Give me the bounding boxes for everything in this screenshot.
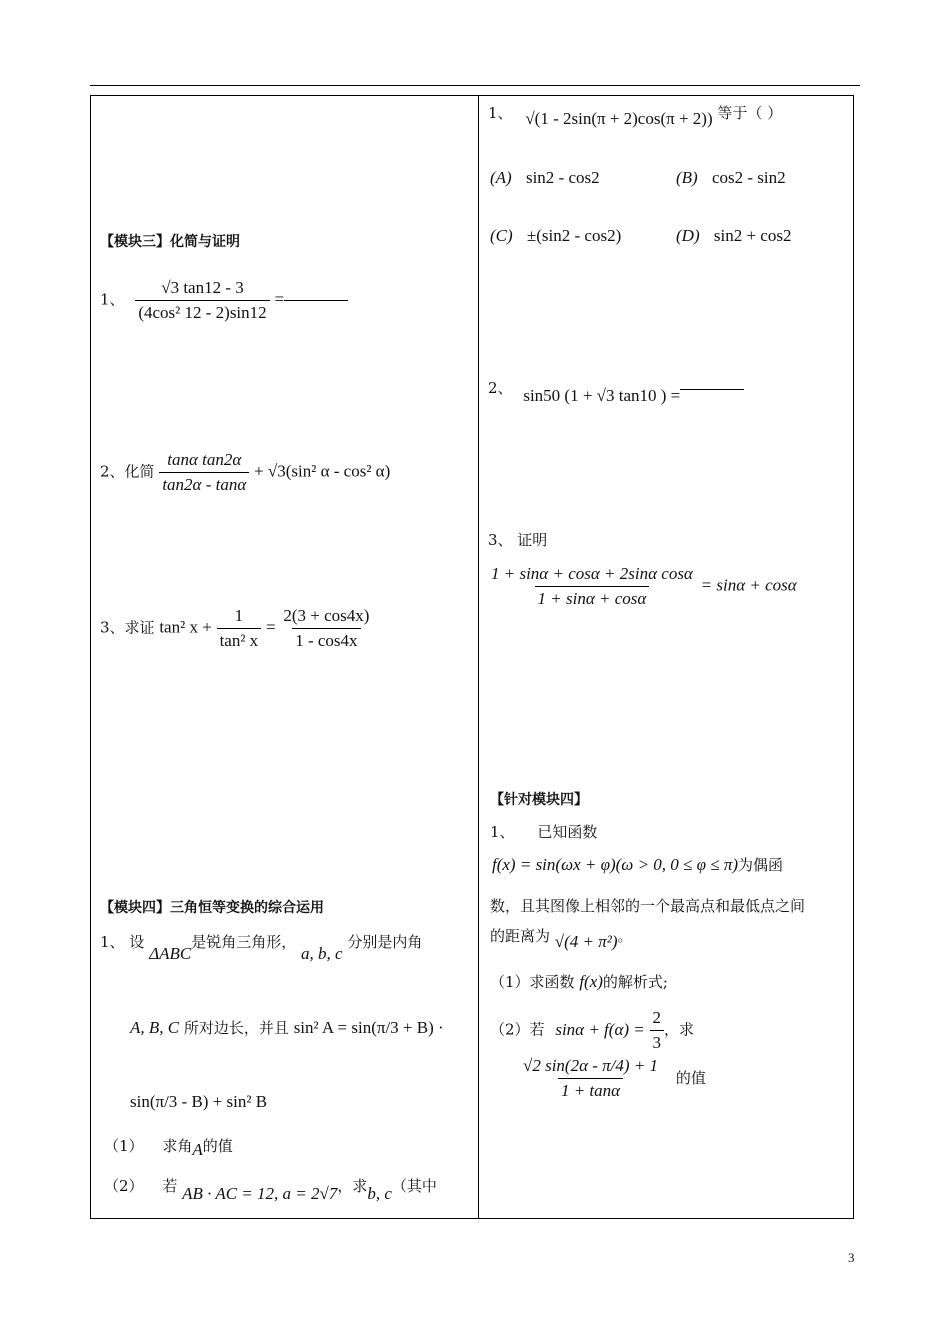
final-tail: 的值 bbox=[675, 1068, 706, 1087]
q1-denominator: (4cos² 12 - 2)sin12 bbox=[135, 300, 269, 323]
mod4-sub2-tail: ，求 bbox=[664, 1020, 695, 1039]
final-denominator: 1 + tanα bbox=[558, 1078, 623, 1101]
module3-q3 bbox=[100, 606, 372, 651]
q3-fraction-2 bbox=[280, 606, 372, 651]
module3-q1 bbox=[100, 278, 348, 323]
sub2-mid: ，求 bbox=[337, 1177, 368, 1195]
answer-blank bbox=[680, 389, 744, 390]
angles-abc: A, B, C bbox=[130, 1018, 180, 1037]
mod4-sub2-fraction bbox=[650, 1008, 665, 1053]
sub1-label: （1） bbox=[104, 1137, 144, 1155]
final-fraction bbox=[520, 1056, 661, 1101]
q3-proof-den: 1 + sinα + cosα bbox=[535, 586, 650, 609]
mod4-q1-line3-text: 的距离为 bbox=[490, 927, 551, 945]
angle-a: A bbox=[192, 1140, 203, 1159]
mod4-sub2-expression: sinα + f(α) = bbox=[555, 1019, 645, 1039]
option-a: sin2 - cos2 bbox=[525, 168, 600, 187]
column-divider bbox=[478, 95, 479, 1219]
option-c-label: (C) bbox=[490, 226, 513, 245]
q3-frac1-den: tan² x bbox=[217, 628, 262, 651]
module4-q1-line1 bbox=[100, 932, 423, 963]
q3-proof-num: 1 + sinα + cosα + 2sinα cosα bbox=[491, 564, 693, 583]
mod4-q1-line3 bbox=[490, 926, 633, 951]
q1-label: 1、 bbox=[100, 290, 125, 309]
sub2-label: （2） bbox=[104, 1177, 144, 1195]
right-q3-label: 3、 证明 bbox=[488, 531, 548, 549]
module4-q1-line2 bbox=[130, 1018, 444, 1038]
mod4-q1-func-tail: 为偶函 bbox=[738, 856, 784, 874]
sub1-text: 求角 bbox=[162, 1137, 193, 1155]
q3-label: 3、求证 bbox=[100, 618, 155, 637]
table-frame bbox=[90, 95, 854, 1219]
function-definition: f(x) = sin(ωx + φ)(ω > 0, 0 ≤ φ ≤ π) bbox=[492, 855, 739, 874]
mod4-sub1 bbox=[490, 972, 668, 992]
mod4-sub2-num: 2 bbox=[652, 1008, 662, 1027]
q3-frac1-num: 1 bbox=[234, 606, 244, 625]
right-q1-expression: √(1 - 2sin(π + 2)cos(π + 2)) bbox=[525, 109, 713, 128]
m4-q1-text2: 分别是内角 bbox=[347, 933, 423, 951]
option-b-label: (B) bbox=[676, 168, 698, 187]
q3-lhs: tan² x + bbox=[159, 617, 212, 637]
distance-expression: √(4 + π²) bbox=[554, 932, 618, 951]
q3-frac2-num: 2(3 + cos4x) bbox=[283, 606, 370, 625]
q1-numerator: √3 tan12 - 3 bbox=[161, 278, 244, 297]
final-numerator: √2 sin(2α - π/4) + 1 bbox=[523, 1056, 659, 1075]
option-d-label: (D) bbox=[676, 226, 700, 245]
option-d: sin2 + cos2 bbox=[713, 226, 792, 245]
answer-blank bbox=[284, 300, 348, 301]
mod4-final bbox=[520, 1056, 706, 1101]
module3-heading: 【模块三】化简与证明 bbox=[100, 234, 240, 250]
mod4-sub1-tail: 的解析式; bbox=[602, 973, 668, 991]
mod4-q1-label: 1、 bbox=[490, 823, 515, 841]
q3-proof-fraction bbox=[488, 564, 696, 609]
q2-numerator: tanα tan2α bbox=[167, 450, 242, 469]
mod4-target-heading: 【针对模块四】 bbox=[490, 792, 588, 808]
m4-q1-equation-part2: sin(π/3 - B) + sin² B bbox=[130, 1092, 268, 1111]
option-c: ±(sin2 - cos2) bbox=[526, 226, 622, 245]
mod4-q1-line1 bbox=[492, 855, 783, 875]
m4-q1-equation-part1: sin² A = sin(π/3 + B) · bbox=[293, 1018, 444, 1037]
module3-q2 bbox=[100, 450, 390, 495]
option-b-row bbox=[676, 168, 786, 188]
m4-q1-text1: 是锐角三角形， bbox=[191, 933, 297, 951]
q1-equals: = bbox=[274, 289, 285, 309]
module4-sub1 bbox=[104, 1136, 233, 1159]
mod4-sub2-den: 3 bbox=[650, 1030, 665, 1053]
mod4-sub2 bbox=[490, 1008, 694, 1053]
option-c-row bbox=[490, 226, 621, 246]
q3-proof-rhs: = sinα + cosα bbox=[700, 575, 797, 595]
option-b: cos2 - sin2 bbox=[711, 168, 786, 187]
sub2-tail: （其中 bbox=[391, 1177, 437, 1195]
option-a-row bbox=[490, 168, 600, 188]
right-q1 bbox=[488, 103, 783, 128]
q1-fraction bbox=[135, 278, 269, 323]
mod4-sub1-text: （1）求函数 bbox=[490, 973, 575, 991]
q2-tail: + √3(sin² α - cos² α) bbox=[254, 461, 391, 481]
right-q1-label: 1、 bbox=[488, 104, 513, 122]
option-a-label: (A) bbox=[490, 168, 512, 187]
sub2-vars: b, c bbox=[367, 1184, 392, 1203]
q3-frac2-den: 1 - cos4x bbox=[292, 628, 360, 651]
mod4-sub2-label: （2）若 bbox=[490, 1020, 545, 1039]
module4-q1-line3 bbox=[130, 1092, 267, 1112]
sub2-expression: AB · AC = 12, a = 2√7 bbox=[182, 1184, 338, 1203]
right-q2 bbox=[488, 378, 744, 405]
sub2-text: 若 bbox=[162, 1177, 178, 1195]
m4-q1-line2-text: 所对边长，并且 bbox=[183, 1019, 289, 1037]
mod4-sub1-f: f(x) bbox=[579, 972, 603, 991]
mod4-q1-line0 bbox=[490, 822, 597, 842]
q3-fraction-1 bbox=[217, 606, 262, 651]
module4-sub2 bbox=[104, 1176, 437, 1203]
right-q1-tail: 等于（ ） bbox=[717, 104, 783, 122]
right-q2-label: 2、 bbox=[488, 379, 513, 397]
sub1-tail: 的值 bbox=[202, 1137, 233, 1155]
mod4-q1-line2: 数，且其图像上相邻的一个最高点和最低点之间 bbox=[490, 897, 806, 915]
mod4-q1-period: 。 bbox=[617, 927, 633, 945]
mod4-q1-text: 已知函数 bbox=[537, 823, 598, 841]
header-rule bbox=[90, 85, 860, 86]
q2-fraction bbox=[159, 450, 249, 495]
page-number: 3 bbox=[848, 1250, 855, 1265]
q2-denominator: tan2α - tanα bbox=[159, 472, 249, 495]
right-q3 bbox=[488, 564, 797, 609]
module4-heading: 【模块四】三角恒等变换的综合运用 bbox=[100, 900, 324, 916]
m4-q1-label: 1、 设 bbox=[100, 933, 145, 951]
right-q2-expression: sin50 (1 + √3 tan10 ) = bbox=[523, 386, 681, 405]
option-d-row bbox=[676, 226, 791, 246]
triangle-abc: ΔABC bbox=[149, 944, 192, 963]
q2-label: 2、化简 bbox=[100, 462, 155, 481]
q3-equals: = bbox=[265, 617, 276, 637]
sides-abc: a, b, c bbox=[300, 944, 343, 963]
